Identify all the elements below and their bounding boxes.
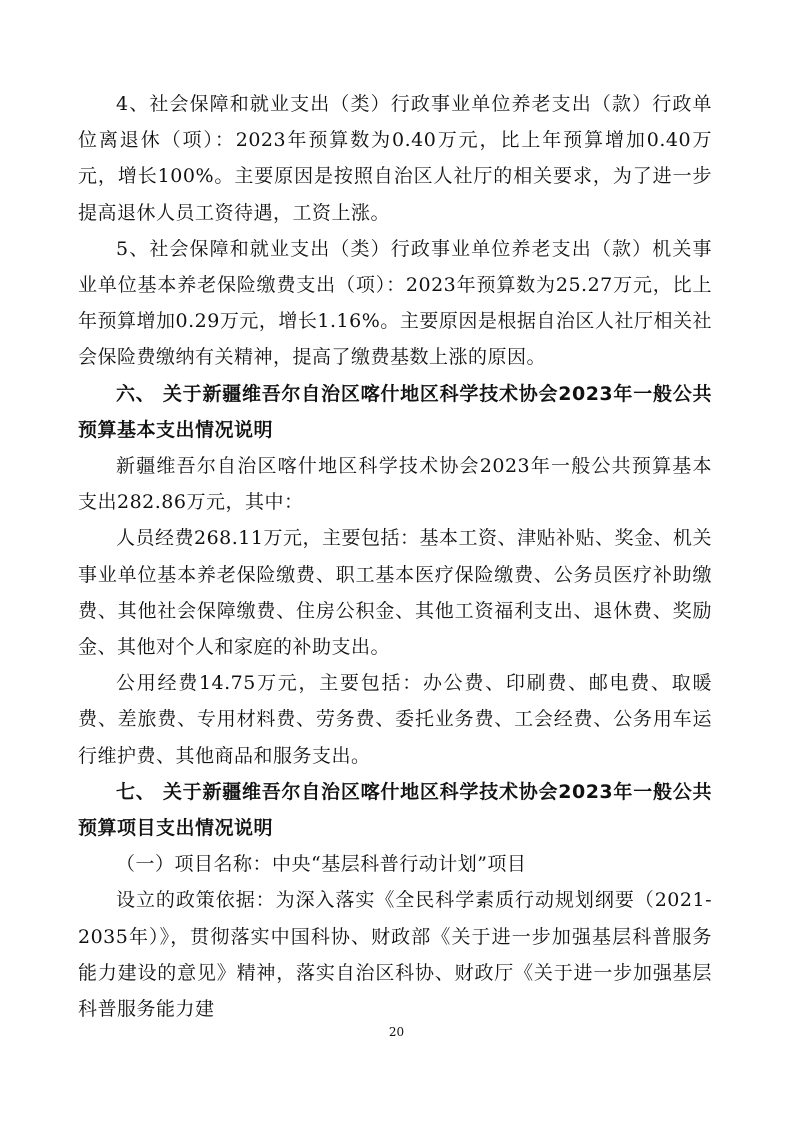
paragraph-project-name: （一）项目名称：中央“基层科普行动计划”项目	[116, 853, 527, 876]
section-heading-basic-expenditure: 六、 关于新疆维吾尔自治区喀什地区科学技术协会2023年一般公共预算基本支出情况说明	[78, 382, 712, 441]
paragraph-policy-basis: 设立的政策依据：为深入落实《全民科学素质行动规划纲要（2021-2035年）》，贯彻落实中国科协、财政部《关于进一步加强基层科普服务能力建设的意见》精神，落实自治区科协、财政厅《关于进一步加强基层科普服务能力建	[78, 889, 712, 1021]
paragraph-public-expenses: 公用经费14.75万元，主要包括：办公费、印刷费、邮电费、取暖费、差旅费、专用材料费、劳务费、委托业务费、工会经费、公务用车运行维护费、其他商品和服务支出。	[78, 672, 712, 767]
paragraph-basic-expenditure-total: 新疆维吾尔自治区喀什地区科学技术协会2023年一般公共预算基本支出282.86万元，其中：	[78, 455, 712, 514]
paragraph-personnel-expenses: 人员经费268.11万元，主要包括：基本工资、津贴补贴、奖金、机关事业单位基本养老保险缴费、职工基本医疗保险缴费、公务员医疗补助缴费、其他社会保障缴费、住房公积金、其他工资福利支出、退休费、奖励金、其他对个人和家庭的补助支出。	[78, 527, 712, 659]
section-heading-project-expenditure: 七、 关于新疆维吾尔自治区喀什地区科学技术协会2023年一般公共预算项目支出情况说明	[78, 780, 712, 840]
paragraph-pension-retirees: 4、社会保障和就业支出（类）行政事业单位养老支出（款）行政单位离退休（项）：2023年预算数为0.40万元，比上年预算增加0.40万元，增长100%。主要原因是按照自治区人社厅的相关要求，为了进一步提高退休人员工资待遇，工资上涨。	[78, 93, 712, 224]
page-body	[78, 86, 712, 1027]
paragraph-pension-insurance: 5、社会保障和就业支出（类）行政事业单位养老支出（款）机关事业单位基本养老保险缴费支出（项）：2023年预算数为25.27万元，比上年预算增加0.29万元，增长1.16%。主要原因是根据自治区人社厅相关社会保险费缴纳有关精神，提高了缴费基数上涨的原因。	[78, 237, 712, 369]
page-number: 20	[388, 1025, 405, 1039]
